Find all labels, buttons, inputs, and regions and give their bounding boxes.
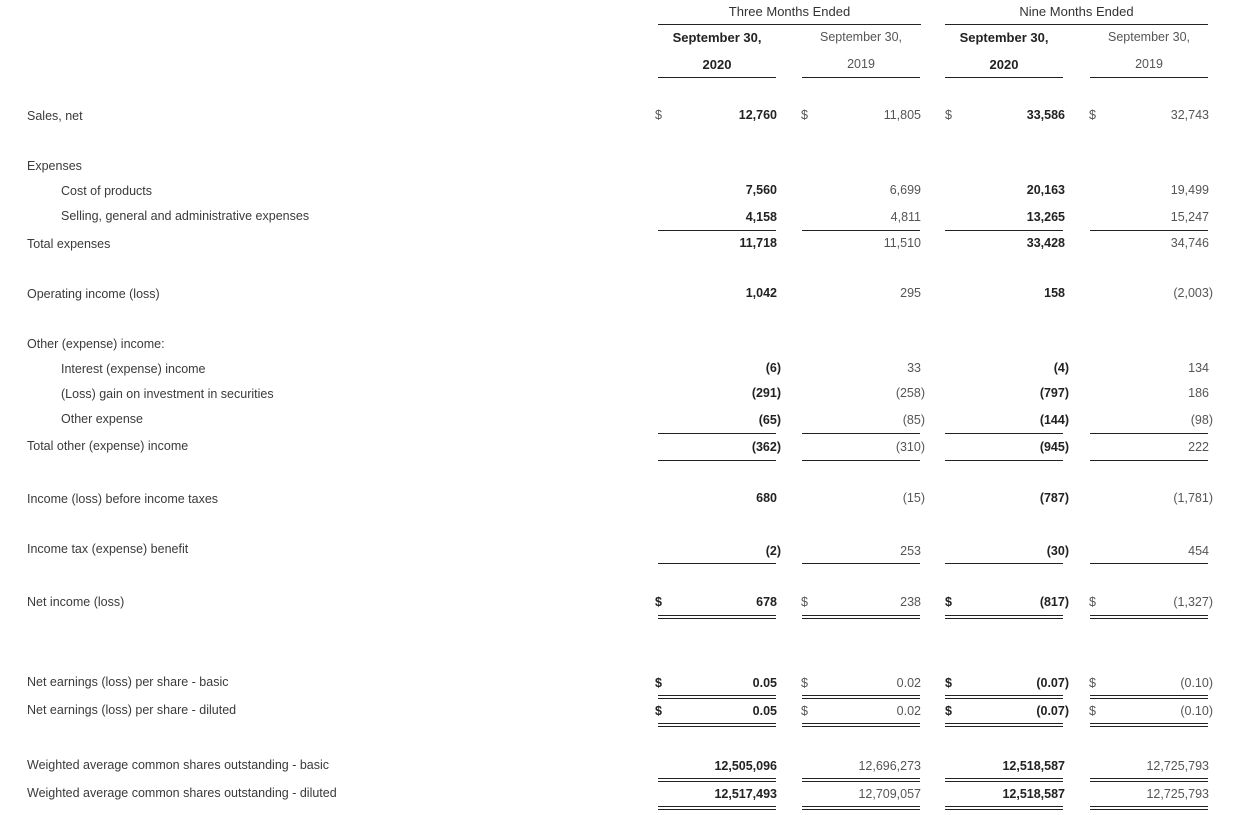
currency-symbol: $ [655,108,662,122]
cell-interest-3: (4) [1053,361,1069,375]
cell-total-other-1: (362) [751,440,781,454]
cell-income-tax-3: (30) [1046,544,1069,558]
double-rule [658,618,776,619]
currency-symbol: $ [801,704,808,718]
column-year-4: 2019 [1135,57,1163,71]
cell-income-tax-4: 454 [1188,544,1209,558]
subtotal-rule [945,460,1063,461]
column-rule-3 [945,77,1063,78]
three-months-header: Three Months Ended [728,4,851,19]
currency-symbol: $ [655,595,662,609]
currency-symbol: $ [1089,676,1096,690]
row-label-operating-income: Operating income (loss) [27,287,160,301]
double-rule [802,809,920,810]
double-rule [1090,698,1208,699]
cell-net-income-1: 678 [756,595,777,609]
row-label-other-expense: Other expense [61,412,143,426]
double-rule [658,781,776,782]
cell-other-expense-1: (65) [758,413,781,427]
double-rule [802,698,920,699]
cell-net-income-2: 238 [900,595,921,609]
row-label-net-income: Net income (loss) [27,595,125,609]
cell-shares-basic-3: 12,518,587 [1002,759,1065,773]
row-label-total-expenses: Total expenses [27,237,111,251]
cell-total-other-2: (310) [895,440,925,454]
subtotal-rule [945,433,1063,434]
column-rule-4 [1090,77,1208,78]
row-label-expenses: Expenses [27,159,82,173]
cell-total-other-3: (945) [1039,440,1069,454]
subtotal-rule [945,230,1063,231]
double-rule [945,698,1063,699]
subtotal-rule [802,230,920,231]
double-rule [1090,781,1208,782]
currency-symbol: $ [945,676,952,690]
double-rule [945,778,1063,779]
cell-shares-basic-2: 12,696,273 [858,759,921,773]
cell-eps-diluted-2: 0.02 [896,704,921,718]
cell-eps-diluted-4: (0.10) [1180,704,1213,718]
row-label-interest: Interest (expense) income [61,362,206,376]
double-rule [658,723,776,724]
currency-symbol: $ [945,704,952,718]
subtotal-rule [1090,230,1208,231]
double-rule [658,806,776,807]
double-rule [1090,778,1208,779]
cell-operating-income-2: 295 [900,286,921,300]
double-rule [658,809,776,810]
cell-cost-of-products-2: 6,699 [889,183,921,197]
column-date-3: September 30, [959,30,1049,45]
cell-shares-basic-1: 12,505,096 [714,759,777,773]
subtotal-rule [1090,460,1208,461]
subtotal-rule [658,460,776,461]
cell-sales-1: 12,760 [738,108,777,122]
double-rule [945,618,1063,619]
cell-sga-2: 4,811 [890,210,921,224]
cell-investment-1: (291) [751,386,781,400]
row-label-sga: Selling, general and administrative expenses [61,209,310,223]
cell-operating-income-3: 158 [1044,286,1065,300]
currency-symbol: $ [801,108,808,122]
subtotal-rule [658,433,776,434]
cell-net-income-3: (817) [1039,595,1069,609]
cell-shares-basic-4: 12,725,793 [1146,759,1209,773]
subtotal-rule [802,433,920,434]
cell-income-before-tax-1: 680 [756,491,777,505]
row-label-income-tax: Income tax (expense) benefit [27,542,189,556]
cell-operating-income-1: 1,042 [745,286,777,300]
nine-months-header: Nine Months Ended [1019,4,1134,19]
cell-operating-income-4: (2,003) [1173,286,1213,300]
cell-interest-1: (6) [765,361,781,375]
subtotal-rule [1090,563,1208,564]
row-label-shares-diluted: Weighted average common shares outstanding - diluted [27,786,337,800]
double-rule [802,618,920,619]
currency-symbol: $ [655,704,662,718]
column-year-3: 2020 [989,57,1019,72]
cell-cost-of-products-4: 19,499 [1170,183,1209,197]
double-rule [1090,615,1208,616]
cell-income-before-tax-4: (1,781) [1173,491,1213,505]
cell-total-expenses-2: 11,510 [883,236,921,250]
double-rule [1090,695,1208,696]
cell-eps-basic-1: 0.05 [752,676,777,690]
column-date-2: September 30, [820,30,902,44]
currency-symbol: $ [801,676,808,690]
row-label-cost-of-products: Cost of products [61,184,153,198]
cell-shares-diluted-3: 12,518,587 [1002,787,1065,801]
cell-income-before-tax-3: (787) [1039,491,1069,505]
double-rule [802,723,920,724]
double-rule [945,695,1063,696]
subtotal-rule [658,563,776,564]
row-label-eps-diluted: Net earnings (loss) per share - diluted [27,703,237,717]
cell-total-other-4: 222 [1188,440,1209,454]
cell-investment-3: (797) [1039,386,1069,400]
cell-other-expense-2: (85) [902,413,925,427]
row-label-income-before-tax: Income (loss) before income taxes [27,492,219,506]
currency-symbol: $ [945,108,952,122]
cell-total-expenses-3: 33,428 [1026,236,1065,250]
subtotal-rule [802,460,920,461]
subtotal-rule [658,230,776,231]
double-rule [802,695,920,696]
double-rule [945,723,1063,724]
double-rule [1090,723,1208,724]
cell-eps-basic-2: 0.02 [896,676,921,690]
double-rule [945,781,1063,782]
cell-sga-3: 13,265 [1026,210,1065,224]
cell-income-before-tax-2: (15) [902,491,925,505]
cell-eps-diluted-3: (0.07) [1036,704,1069,718]
row-label-total-other: Total other (expense) income [27,439,189,453]
double-rule [1090,726,1208,727]
subtotal-rule [1090,433,1208,434]
row-label-investment: (Loss) gain on investment in securities [61,387,274,401]
double-rule [802,778,920,779]
cell-sales-3: 33,586 [1026,108,1065,122]
row-label-other-header: Other (expense) income: [27,337,165,351]
cell-sales-2: 11,805 [883,108,921,122]
column-year-1: 2020 [702,57,732,72]
cell-sga-4: 15,247 [1170,210,1209,224]
three-months-header-rule [658,24,921,25]
double-rule [945,806,1063,807]
double-rule [1090,618,1208,619]
row-label-eps-basic: Net earnings (loss) per share - basic [27,675,229,689]
currency-symbol: $ [1089,704,1096,718]
cell-income-tax-1: (2) [765,544,781,558]
double-rule [802,806,920,807]
cell-shares-diluted-2: 12,709,057 [858,787,921,801]
double-rule [658,698,776,699]
cell-shares-diluted-1: 12,517,493 [714,787,777,801]
cell-investment-4: 186 [1188,386,1209,400]
double-rule [658,726,776,727]
cell-cost-of-products-1: 7,560 [745,183,777,197]
double-rule [658,695,776,696]
column-rule-1 [658,77,776,78]
column-year-2: 2019 [847,57,875,71]
cell-other-expense-4: (98) [1190,413,1213,427]
cell-eps-basic-3: (0.07) [1036,676,1069,690]
cell-investment-2: (258) [895,386,925,400]
cell-total-expenses-1: 11,718 [739,236,777,250]
column-date-1: September 30, [672,30,762,45]
double-rule [1090,806,1208,807]
currency-symbol: $ [1089,595,1096,609]
currency-symbol: $ [801,595,808,609]
column-rule-2 [802,77,920,78]
double-rule [802,615,920,616]
cell-eps-basic-4: (0.10) [1180,676,1213,690]
double-rule [802,726,920,727]
double-rule [945,726,1063,727]
subtotal-rule [945,563,1063,564]
double-rule [1090,809,1208,810]
subtotal-rule [802,563,920,564]
double-rule [658,778,776,779]
cell-net-income-4: (1,327) [1173,595,1213,609]
cell-shares-diluted-4: 12,725,793 [1146,787,1209,801]
cell-sga-1: 4,158 [745,210,777,224]
currency-symbol: $ [945,595,952,609]
cell-interest-4: 134 [1188,361,1209,375]
nine-months-header-rule [945,24,1208,25]
cell-eps-diluted-1: 0.05 [752,704,777,718]
row-label-sales: Sales, net [27,109,83,123]
column-date-4: September 30, [1108,30,1190,44]
currency-symbol: $ [655,676,662,690]
cell-interest-2: 33 [907,361,921,375]
double-rule [658,615,776,616]
cell-sales-4: 32,743 [1170,108,1209,122]
cell-income-tax-2: 253 [900,544,921,558]
row-label-shares-basic: Weighted average common shares outstanding - basic [27,758,330,772]
cell-total-expenses-4: 34,746 [1170,236,1209,250]
double-rule [945,615,1063,616]
double-rule [802,781,920,782]
currency-symbol: $ [1089,108,1096,122]
cell-cost-of-products-3: 20,163 [1026,183,1065,197]
cell-other-expense-3: (144) [1039,413,1069,427]
double-rule [945,809,1063,810]
